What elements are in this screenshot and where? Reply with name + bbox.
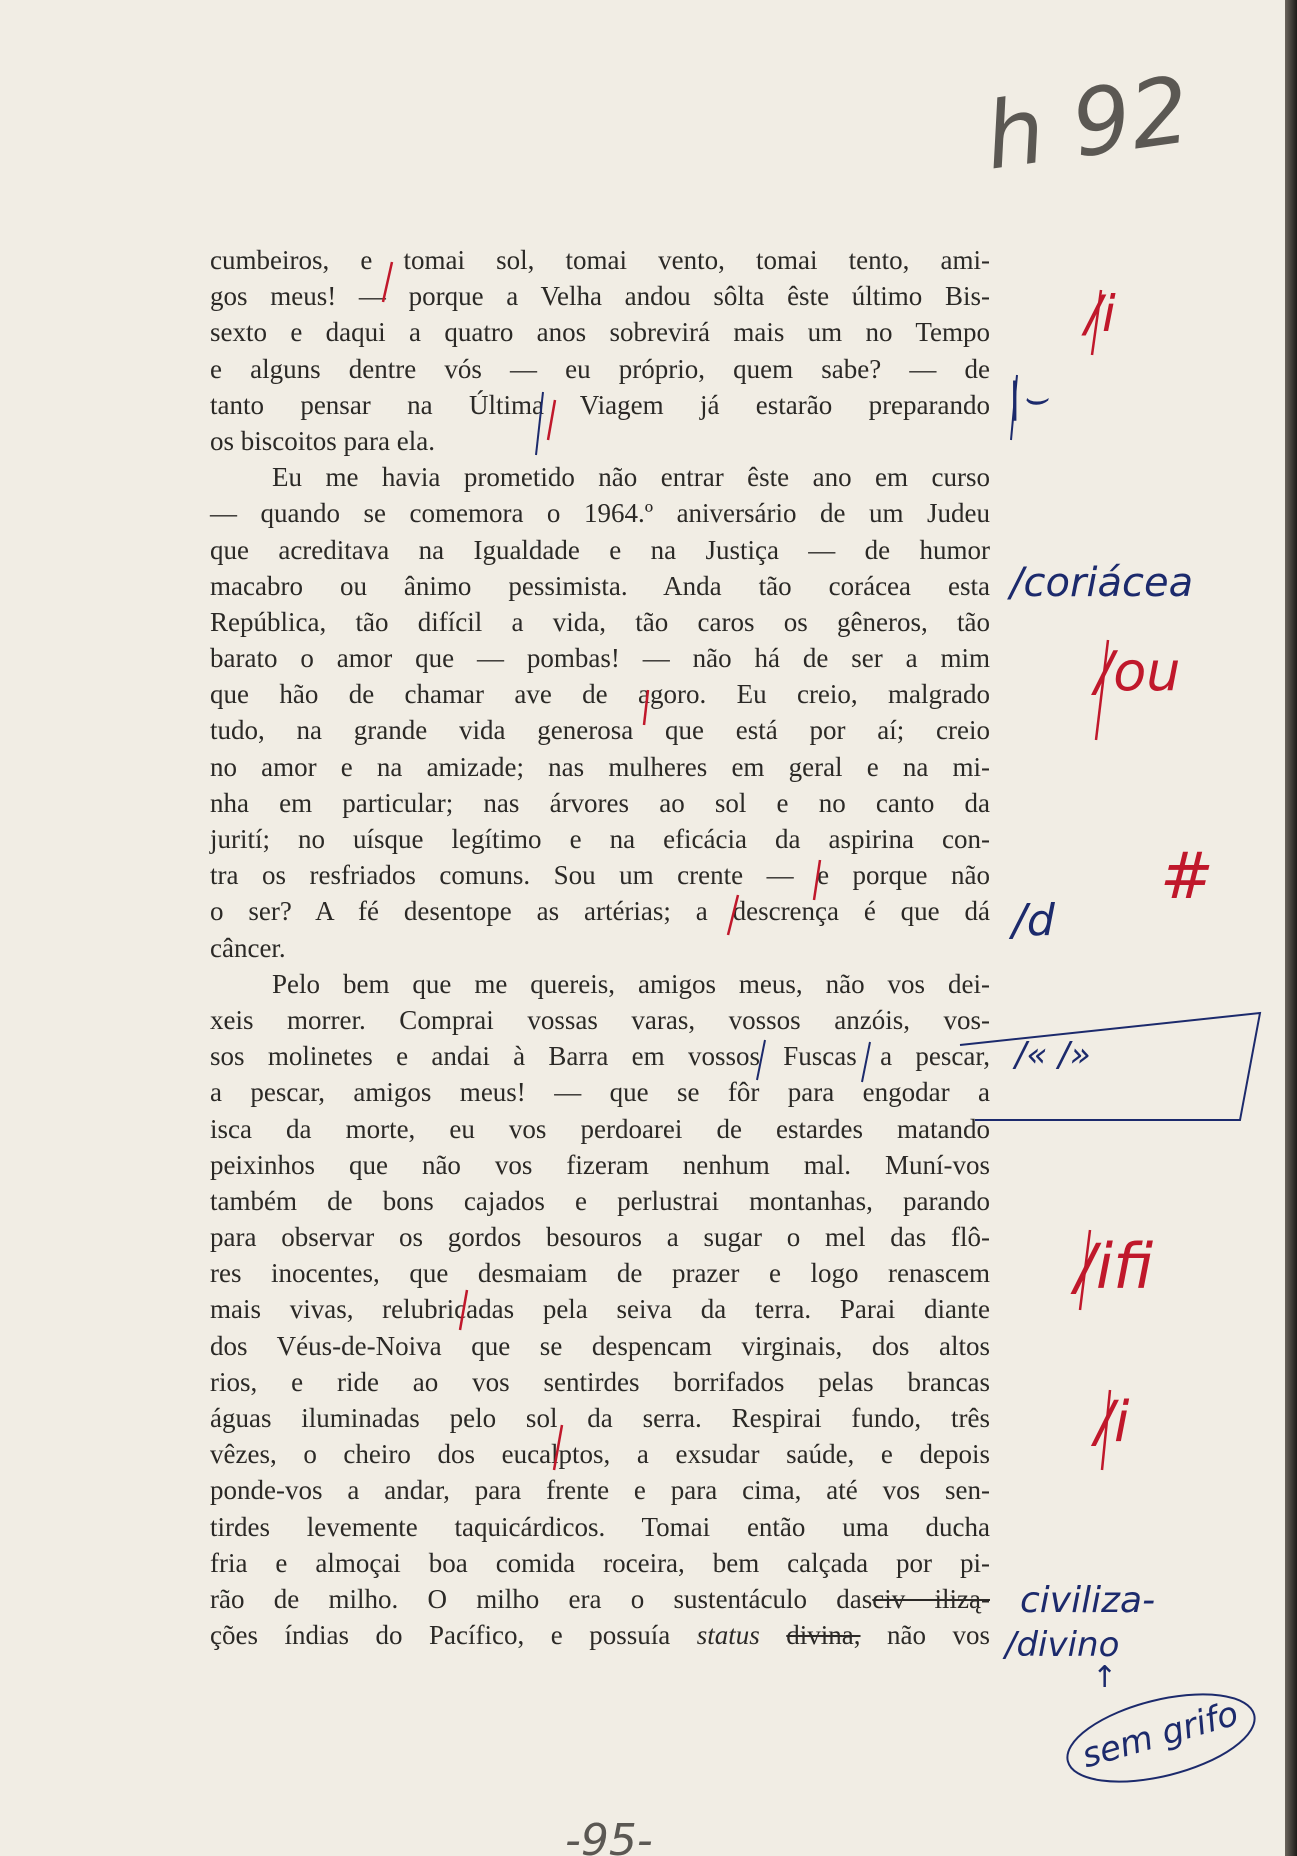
struck-text: civ ilizą- [872, 1583, 990, 1614]
text-line: tanto pensar na Última Viagem já estarão preparando [210, 389, 990, 420]
text-line: vêzes, o cheiro dos eucalptos, a exsudar saúde, e depois [210, 1439, 990, 1470]
margin-note-red: /i [1085, 285, 1116, 343]
text-line: rios, e ride ao vos sentirdes borrifados pelas brancas [210, 1366, 990, 1397]
text-line: no amor e na amizade; nas mulheres em geral e na mi- [210, 751, 990, 782]
caret-mark [728, 895, 738, 935]
text-line: a pescar, amigos meus! — que se fôr para engodar a [210, 1077, 990, 1108]
text-line: câncer. [210, 932, 286, 963]
text-line: gos meus! — porque a Velha andou sôlta êste último Bis- [210, 281, 990, 312]
text-line: o ser? A fé desentope as artérias; a descrença é que dá [210, 896, 990, 927]
corner-pencil-note: h 92 [978, 56, 1197, 191]
italic-text: status [696, 1620, 760, 1651]
text-line: tirdes levemente taquicárdicos. Tomai então uma ducha [210, 1511, 990, 1542]
text-line: Pelo bem que me quereis, amigos meus, não vos dei- [272, 968, 990, 999]
text-span: ções índias do Pacífico, e possuía [210, 1620, 671, 1651]
text-line: barato o amor que — pombas! — não há de ser a mim [210, 643, 990, 674]
text-span: rão de milho. O milho era o sustentáculo das [210, 1583, 873, 1614]
caret-mark [460, 1290, 467, 1330]
text-line: fria e almoçai boa comida roceira, bem calçada por pi- [210, 1547, 990, 1578]
text-line: dos Véus-de-Noiva que se despencam virginais, dos altos [210, 1330, 990, 1361]
caret-mark [554, 1425, 562, 1470]
text-line: tra os resfriados comuns. Sou um crente — e porque não [210, 860, 990, 891]
text-line: e alguns dentre vós — eu próprio, quem sabe? — de [210, 353, 990, 384]
text-line: xeis morrer. Comprai vossas varas, vossos anzóis, vos- [210, 1004, 990, 1035]
margin-note-blue: |⌣ [1008, 375, 1048, 421]
margin-note-red: /i [1095, 1390, 1130, 1455]
margin-note-blue: /divino [1005, 1625, 1120, 1665]
text-line: também de bons cajados e perlustrai montanhas, parando [210, 1185, 990, 1216]
text-line: para observar os gordos besouros a sugar o mel das flô- [210, 1222, 990, 1253]
caret-mark [383, 262, 392, 302]
text-line: macabro ou ânimo pessimista. Anda tão corácea esta [210, 570, 990, 601]
page-edge-shadow [1285, 0, 1297, 1856]
text-line: peixinhos que não vos fizeram nenhum mal. Muní-vos [210, 1149, 990, 1180]
margin-note-blue: /d [1012, 895, 1055, 946]
margin-note-red: /ou [1095, 640, 1181, 703]
red-insertion-marks [383, 262, 1110, 1470]
margin-note-blue: /coriácea [1010, 560, 1194, 606]
text-line: nha em particular; nas árvores ao sol e no canto da [210, 787, 990, 818]
margin-note-blue: civiliza- [1020, 1580, 1156, 1621]
text-line: águas iluminadas pelo sol da serra. Respirai fundo, três [210, 1403, 990, 1433]
text-span: não vos [887, 1620, 991, 1651]
text-line: isca da morte, eu vos perdoarei de estardes matando [210, 1113, 990, 1144]
text-line: Eu me havia prometido não entrar êste ano em curso [272, 462, 990, 493]
caret-mark [644, 690, 648, 725]
text-line: mais vivas, relubricadas pela seiva da terra. Parai diante [210, 1294, 990, 1325]
margin-note-red: /ifi [1075, 1230, 1154, 1303]
margin-note-red: # [1160, 840, 1214, 914]
text-line: que hão de chamar ave de agoro. Eu creio, malgrado [210, 679, 990, 710]
text-line: que acreditava na Igualdade e na Justiça — de humor [210, 534, 990, 565]
text-line: — quando se comemora o 1964.º aniversário de um Judeu [210, 498, 990, 529]
margin-note-blue: sem grifo [1077, 1693, 1243, 1777]
caret-mark [757, 1040, 765, 1080]
caret-mark [862, 1042, 870, 1082]
text-line: jurití; no uísque legítimo e na eficácia da aspirina con- [210, 824, 990, 854]
margin-note-blue: ↑ [1092, 1660, 1118, 1695]
bracket-line [960, 1013, 1260, 1120]
struck-text: divina, [786, 1620, 861, 1651]
page-number: -95- [565, 1815, 653, 1856]
text-line: res inocentes, que desmaiam de prazer e logo renascem [210, 1258, 990, 1289]
margin-note-blue: /« /» [1015, 1035, 1091, 1075]
caret-mark [536, 392, 543, 455]
caret-mark [814, 860, 820, 900]
text-line: os biscoitos para ela. [210, 425, 435, 456]
text-line: ponde-vos a andar, para frente e para cima, até vos sen- [210, 1475, 990, 1506]
text-line: República, tão difícil a vida, tão caros os gêneros, tão [210, 606, 990, 637]
caret-mark [548, 400, 555, 440]
text-line: cumbeiros, e tomai sol, tomai vento, tomai tento, ami- [210, 245, 990, 275]
text-line: sexto e daqui a quatro anos sobrevirá mais um no Tempo [210, 317, 990, 348]
text-line: sos molinetes e andai à Barra em vossos Fuscas a pescar, [210, 1041, 990, 1072]
text-line: tudo, na grande vida generosa que está por aí; creio [210, 715, 990, 746]
